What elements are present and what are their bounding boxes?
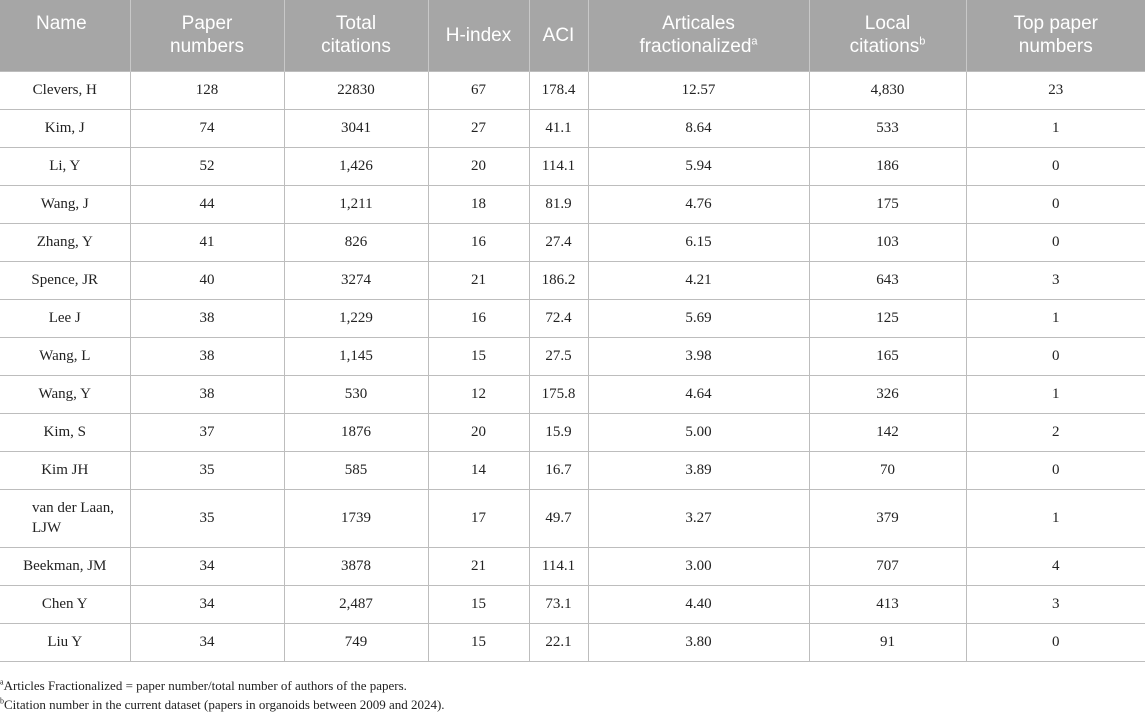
header-name-label: Name bbox=[36, 13, 87, 34]
header-paper-numbers-line1: Paper bbox=[181, 13, 233, 35]
cell-h-index: 21 bbox=[428, 261, 529, 299]
cell-h-index: 14 bbox=[428, 451, 529, 489]
header-top-line1: Top paper bbox=[1013, 13, 1098, 35]
cell-local-citations: 379 bbox=[809, 489, 966, 547]
cell-local-citations: 125 bbox=[809, 299, 966, 337]
cell-h-index: 20 bbox=[428, 413, 529, 451]
cell-paper-numbers: 34 bbox=[130, 623, 284, 661]
cell-top-paper-numbers: 3 bbox=[966, 261, 1145, 299]
cell-local-citations: 533 bbox=[809, 109, 966, 147]
cell-paper-numbers: 38 bbox=[130, 299, 284, 337]
cell-aci: 27.4 bbox=[529, 223, 588, 261]
cell-h-index: 12 bbox=[428, 375, 529, 413]
cell-local-citations: 142 bbox=[809, 413, 966, 451]
table-row bbox=[0, 451, 1145, 489]
footnote-marker-a: a bbox=[751, 35, 758, 48]
cell-articles-fractionalized: 4.40 bbox=[588, 585, 809, 623]
table-row bbox=[0, 109, 1145, 147]
header-total-citations bbox=[284, 0, 428, 71]
cell-total-citations: 1876 bbox=[284, 413, 428, 451]
cell-top-paper-numbers: 1 bbox=[966, 489, 1145, 547]
cell-top-paper-numbers: 0 bbox=[966, 337, 1145, 375]
cell-aci: 16.7 bbox=[529, 451, 588, 489]
cell-top-paper-numbers: 0 bbox=[966, 623, 1145, 661]
cell-total-citations: 1,426 bbox=[284, 147, 428, 185]
footnote-marker-b: b bbox=[919, 35, 926, 48]
cell-h-index: 20 bbox=[428, 147, 529, 185]
cell-total-citations: 3878 bbox=[284, 547, 428, 585]
cell-top-paper-numbers: 4 bbox=[966, 547, 1145, 585]
cell-local-citations: 175 bbox=[809, 185, 966, 223]
cell-h-index: 27 bbox=[428, 109, 529, 147]
cell-top-paper-numbers: 23 bbox=[966, 71, 1145, 109]
footnote-b-text: Citation number in the current dataset (papers in organoids between 2009 and 2024). bbox=[4, 697, 445, 712]
cell-articles-fractionalized: 3.00 bbox=[588, 547, 809, 585]
cell-articles-fractionalized: 4.64 bbox=[588, 375, 809, 413]
cell-name: Beekman, JM bbox=[0, 547, 130, 585]
cell-local-citations: 643 bbox=[809, 261, 966, 299]
cell-aci: 81.9 bbox=[529, 185, 588, 223]
header-paper-numbers bbox=[130, 0, 284, 71]
header-aci bbox=[529, 0, 588, 71]
cell-articles-fractionalized: 5.69 bbox=[588, 299, 809, 337]
cell-aci: 27.5 bbox=[529, 337, 588, 375]
cell-aci: 114.1 bbox=[529, 547, 588, 585]
table-row bbox=[0, 299, 1145, 337]
header-local-line1: Local bbox=[864, 13, 911, 35]
cell-top-paper-numbers: 1 bbox=[966, 109, 1145, 147]
cell-local-citations: 70 bbox=[809, 451, 966, 489]
header-total-citations-line2: citations bbox=[321, 36, 391, 58]
cell-aci: 73.1 bbox=[529, 585, 588, 623]
cell-local-citations: 4,830 bbox=[809, 71, 966, 109]
table-row bbox=[0, 375, 1145, 413]
cell-total-citations: 1,145 bbox=[284, 337, 428, 375]
cell-local-citations: 707 bbox=[809, 547, 966, 585]
cell-name: Kim, S bbox=[0, 413, 130, 451]
header-row bbox=[0, 0, 1145, 71]
header-articles-fractionalized bbox=[588, 0, 809, 71]
header-top-line2: numbers bbox=[1018, 36, 1093, 58]
cell-top-paper-numbers: 0 bbox=[966, 147, 1145, 185]
cell-local-citations: 186 bbox=[809, 147, 966, 185]
cell-total-citations: 826 bbox=[284, 223, 428, 261]
cell-top-paper-numbers: 3 bbox=[966, 585, 1145, 623]
cell-name: Spence, JR bbox=[0, 261, 130, 299]
cell-aci: 175.8 bbox=[529, 375, 588, 413]
cell-name: Clevers, H bbox=[0, 71, 130, 109]
cell-h-index: 15 bbox=[428, 585, 529, 623]
table-row bbox=[0, 489, 1145, 547]
cell-h-index: 15 bbox=[428, 623, 529, 661]
cell-total-citations: 22830 bbox=[284, 71, 428, 109]
table-header bbox=[0, 0, 1145, 71]
cell-paper-numbers: 41 bbox=[130, 223, 284, 261]
table-row bbox=[0, 223, 1145, 261]
cell-h-index: 17 bbox=[428, 489, 529, 547]
footnotes bbox=[0, 676, 1145, 714]
cell-name: Wang, J bbox=[0, 185, 130, 223]
header-h-index-label: H-index bbox=[445, 24, 512, 46]
cell-name: Li, Y bbox=[0, 147, 130, 185]
cell-articles-fractionalized: 5.94 bbox=[588, 147, 809, 185]
table-row bbox=[0, 547, 1145, 585]
cell-paper-numbers: 52 bbox=[130, 147, 284, 185]
table-body bbox=[0, 71, 1145, 661]
header-local-citations bbox=[809, 0, 966, 71]
table-row bbox=[0, 623, 1145, 661]
cell-name: Kim, J bbox=[0, 109, 130, 147]
cell-total-citations: 3041 bbox=[284, 109, 428, 147]
table-row bbox=[0, 147, 1145, 185]
cell-articles-fractionalized: 3.89 bbox=[588, 451, 809, 489]
cell-name: Wang, L bbox=[0, 337, 130, 375]
header-paper-numbers-line2: numbers bbox=[170, 36, 244, 58]
cell-total-citations: 2,487 bbox=[284, 585, 428, 623]
table-row bbox=[0, 585, 1145, 623]
cell-h-index: 21 bbox=[428, 547, 529, 585]
cell-h-index: 67 bbox=[428, 71, 529, 109]
cell-articles-fractionalized: 6.15 bbox=[588, 223, 809, 261]
cell-aci: 15.9 bbox=[529, 413, 588, 451]
header-articles-line2: fractionalized bbox=[639, 36, 752, 58]
cell-local-citations: 165 bbox=[809, 337, 966, 375]
cell-top-paper-numbers: 0 bbox=[966, 185, 1145, 223]
cell-name: Kim JH bbox=[0, 451, 130, 489]
cell-aci: 22.1 bbox=[529, 623, 588, 661]
footnote-a-text: Articles Fractionalized = paper number/total number of authors of the papers. bbox=[3, 678, 407, 693]
cell-paper-numbers: 38 bbox=[130, 375, 284, 413]
cell-total-citations: 3274 bbox=[284, 261, 428, 299]
cell-paper-numbers: 35 bbox=[130, 489, 284, 547]
header-name bbox=[0, 0, 130, 71]
cell-name: Liu Y bbox=[0, 623, 130, 661]
cell-h-index: 18 bbox=[428, 185, 529, 223]
cell-aci: 49.7 bbox=[529, 489, 588, 547]
cell-name: van der Laan, LJW bbox=[0, 489, 130, 547]
cell-articles-fractionalized: 12.57 bbox=[588, 71, 809, 109]
cell-local-citations: 326 bbox=[809, 375, 966, 413]
cell-h-index: 16 bbox=[428, 223, 529, 261]
footnote-a bbox=[0, 676, 1145, 695]
cell-articles-fractionalized: 3.80 bbox=[588, 623, 809, 661]
cell-name: Wang, Y bbox=[0, 375, 130, 413]
cell-paper-numbers: 40 bbox=[130, 261, 284, 299]
cell-top-paper-numbers: 0 bbox=[966, 451, 1145, 489]
cell-total-citations: 585 bbox=[284, 451, 428, 489]
cell-articles-fractionalized: 3.98 bbox=[588, 337, 809, 375]
cell-paper-numbers: 44 bbox=[130, 185, 284, 223]
table-row bbox=[0, 413, 1145, 451]
cell-total-citations: 530 bbox=[284, 375, 428, 413]
cell-h-index: 15 bbox=[428, 337, 529, 375]
cell-paper-numbers: 128 bbox=[130, 71, 284, 109]
header-local-line2: citations bbox=[849, 36, 920, 58]
cell-name: Lee J bbox=[0, 299, 130, 337]
header-articles-line1: Articales bbox=[662, 13, 735, 35]
footnote-b bbox=[0, 695, 1145, 714]
cell-local-citations: 91 bbox=[809, 623, 966, 661]
header-aci-label: ACI bbox=[542, 24, 575, 46]
cell-paper-numbers: 38 bbox=[130, 337, 284, 375]
header-h-index bbox=[428, 0, 529, 71]
table-row bbox=[0, 71, 1145, 109]
cell-articles-fractionalized: 3.27 bbox=[588, 489, 809, 547]
cell-top-paper-numbers: 1 bbox=[966, 299, 1145, 337]
cell-paper-numbers: 74 bbox=[130, 109, 284, 147]
cell-total-citations: 1739 bbox=[284, 489, 428, 547]
cell-top-paper-numbers: 0 bbox=[966, 223, 1145, 261]
cell-articles-fractionalized: 4.76 bbox=[588, 185, 809, 223]
cell-aci: 186.2 bbox=[529, 261, 588, 299]
header-total-citations-line1: Total bbox=[335, 13, 377, 35]
cell-paper-numbers: 35 bbox=[130, 451, 284, 489]
cell-total-citations: 1,211 bbox=[284, 185, 428, 223]
cell-top-paper-numbers: 2 bbox=[966, 413, 1145, 451]
table-row bbox=[0, 185, 1145, 223]
cell-articles-fractionalized: 8.64 bbox=[588, 109, 809, 147]
cell-local-citations: 413 bbox=[809, 585, 966, 623]
cell-aci: 114.1 bbox=[529, 147, 588, 185]
cell-name: Zhang, Y bbox=[0, 223, 130, 261]
footnote-a-marker: a bbox=[0, 677, 4, 687]
cell-total-citations: 1,229 bbox=[284, 299, 428, 337]
cell-articles-fractionalized: 4.21 bbox=[588, 261, 809, 299]
cell-h-index: 16 bbox=[428, 299, 529, 337]
cell-name: Chen Y bbox=[0, 585, 130, 623]
cell-articles-fractionalized: 5.00 bbox=[588, 413, 809, 451]
cell-aci: 41.1 bbox=[529, 109, 588, 147]
cell-total-citations: 749 bbox=[284, 623, 428, 661]
cell-paper-numbers: 34 bbox=[130, 585, 284, 623]
cell-paper-numbers: 34 bbox=[130, 547, 284, 585]
cell-local-citations: 103 bbox=[809, 223, 966, 261]
table-row bbox=[0, 261, 1145, 299]
header-top-paper-numbers bbox=[966, 0, 1145, 71]
cell-aci: 72.4 bbox=[529, 299, 588, 337]
footnote-b-marker: b bbox=[0, 696, 4, 706]
cell-paper-numbers: 37 bbox=[130, 413, 284, 451]
cell-aci: 178.4 bbox=[529, 71, 588, 109]
cell-top-paper-numbers: 1 bbox=[966, 375, 1145, 413]
table-row bbox=[0, 337, 1145, 375]
